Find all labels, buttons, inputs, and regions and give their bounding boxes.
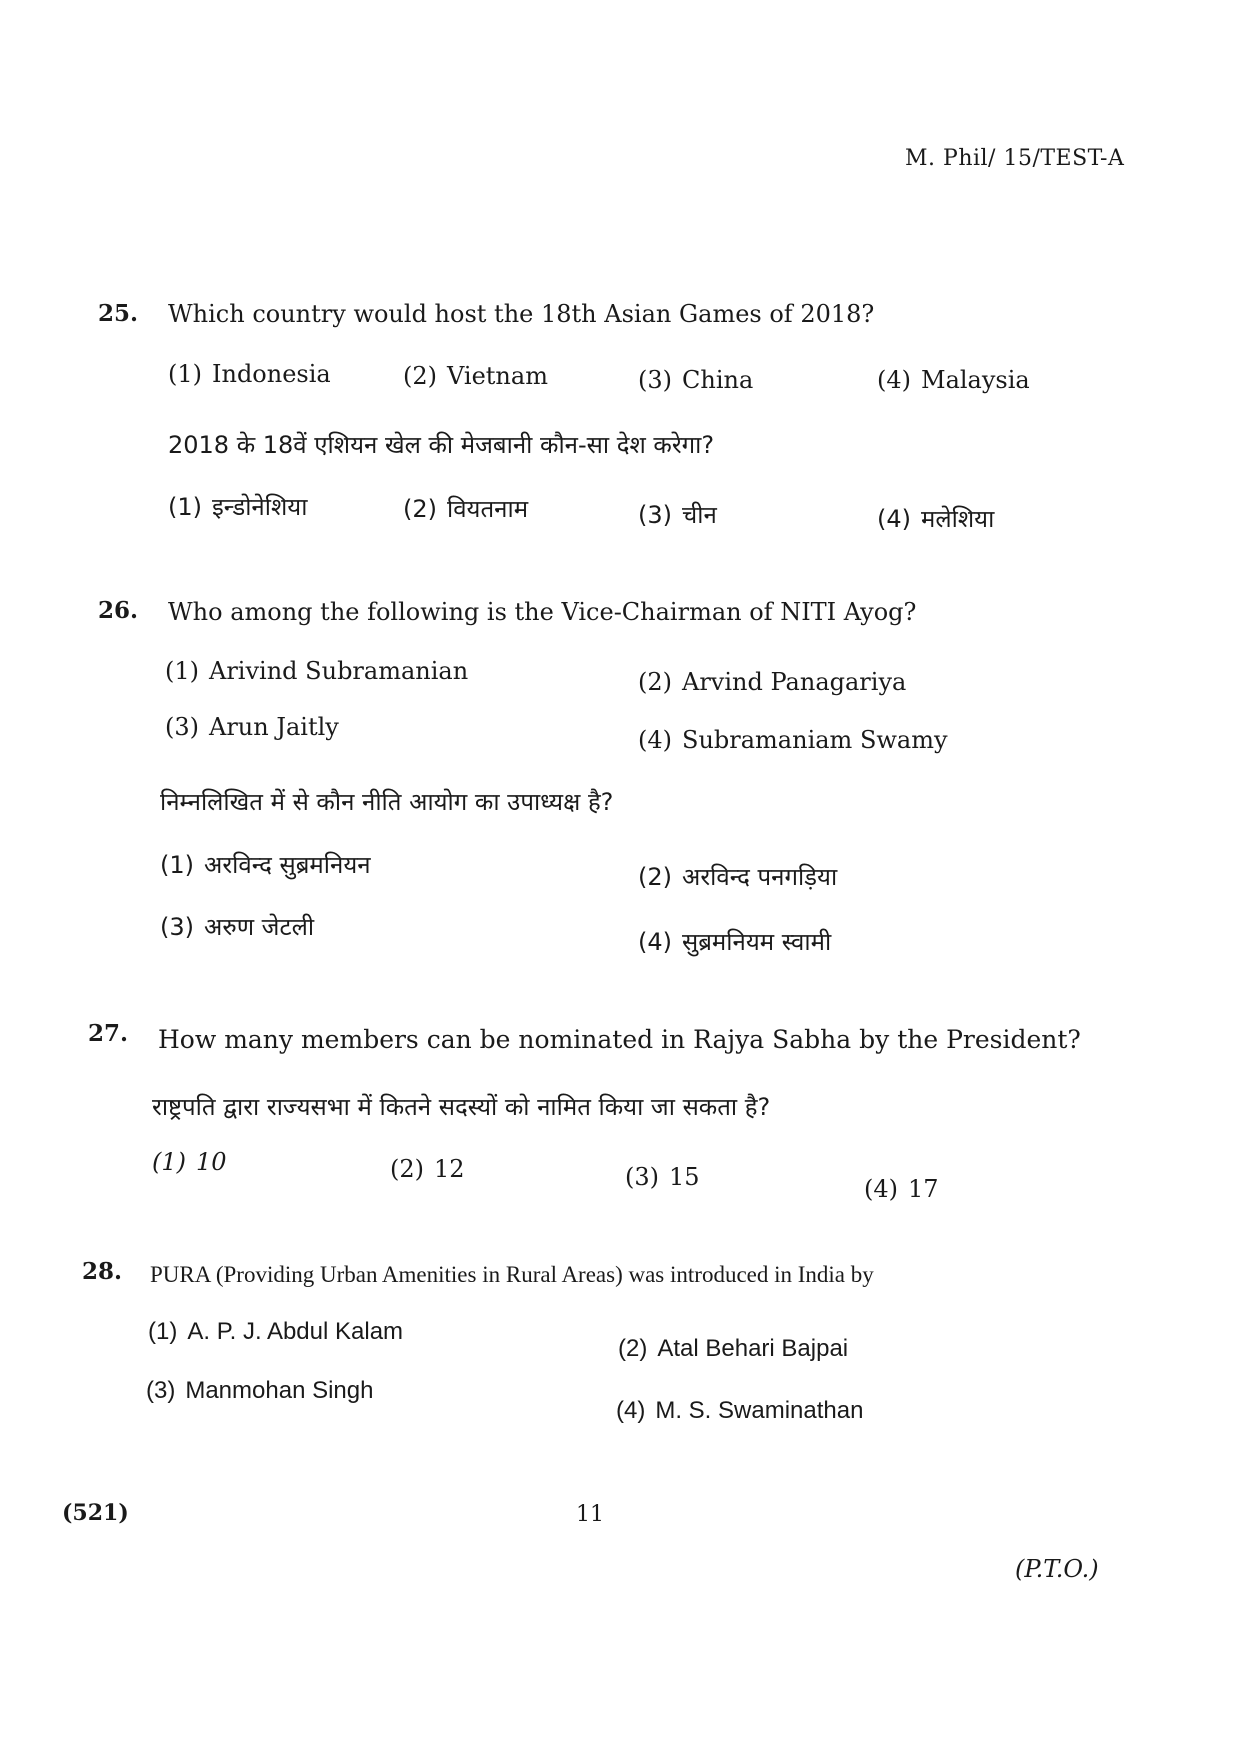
option-en-4: (4) Subramaniam Swamy xyxy=(638,726,948,754)
option-en-2: (2) Arvind Panagariya xyxy=(638,668,907,696)
option-2: (2) 12 xyxy=(390,1155,465,1183)
option-4: (4) 17 xyxy=(864,1175,939,1203)
option-hi-1: (1) अरविन्द सुब्रमनियन xyxy=(160,851,371,879)
option-en-2: (2) Vietnam xyxy=(403,362,548,390)
option-en-3: (3) Manmohan Singh xyxy=(146,1377,374,1404)
question-number: 27. xyxy=(88,1020,129,1047)
question-text-en: PURA (Providing Urban Amenities in Rural Areas) was introduced in India by xyxy=(150,1262,874,1287)
footer-code: (521) xyxy=(62,1500,129,1526)
option-en-2: (2) Atal Behari Bajpai xyxy=(618,1335,849,1362)
option-en-4: (4) Malaysia xyxy=(877,366,1030,394)
option-en-3: (3) Arun Jaitly xyxy=(165,713,339,741)
option-3: (3) 15 xyxy=(625,1163,700,1191)
paper-code: M. Phil/ 15/TEST-A xyxy=(905,146,1125,171)
page-number: 11 xyxy=(576,1502,604,1527)
option-hi-4: (4) मलेशिया xyxy=(877,505,995,533)
question-text-hi: 2018 के 18वें एशियन खेल की मेजबानी कौन-सा देश करेगा? xyxy=(168,431,715,459)
question-number: 28. xyxy=(82,1258,123,1285)
option-hi-2: (2) वियतनाम xyxy=(403,495,529,523)
option-hi-3: (3) अरुण जेटली xyxy=(160,913,315,941)
option-en-1: (1) Arivind Subramanian xyxy=(165,657,469,685)
question-number: 25. xyxy=(98,300,139,327)
option-hi-1: (1) इन्डोनेशिया xyxy=(168,493,308,521)
question-text-hi: निम्नलिखित में से कौन नीति आयोग का उपाध्यक्ष है? xyxy=(160,788,614,816)
question-text-en: Which country would host the 18th Asian Games of 2018? xyxy=(168,300,875,328)
question-text-en: Who among the following is the Vice-Chairman of NITI Ayog? xyxy=(168,598,917,626)
option-en-3: (3) China xyxy=(638,366,754,394)
option-hi-3: (3) चीन xyxy=(638,501,717,529)
question-number: 26. xyxy=(98,597,139,624)
option-1: (1) 10 xyxy=(152,1148,227,1176)
question-text-hi: राष्ट्रपति द्वारा राज्यसभा में कितने सदस्यों को नामित किया जा सकता है? xyxy=(152,1093,771,1121)
question-text-en: How many members can be nominated in Rajya Sabha by the President? xyxy=(158,1025,1081,1054)
option-en-1: (1) A. P. J. Abdul Kalam xyxy=(148,1318,404,1345)
option-hi-4: (4) सुब्रमनियम स्वामी xyxy=(638,928,832,956)
option-en-1: (1) Indonesia xyxy=(168,360,331,388)
option-hi-2: (2) अरविन्द पनगड़िया xyxy=(638,863,838,891)
pto-label: (P.T.O.) xyxy=(1015,1555,1099,1583)
option-en-4: (4) M. S. Swaminathan xyxy=(616,1397,864,1424)
